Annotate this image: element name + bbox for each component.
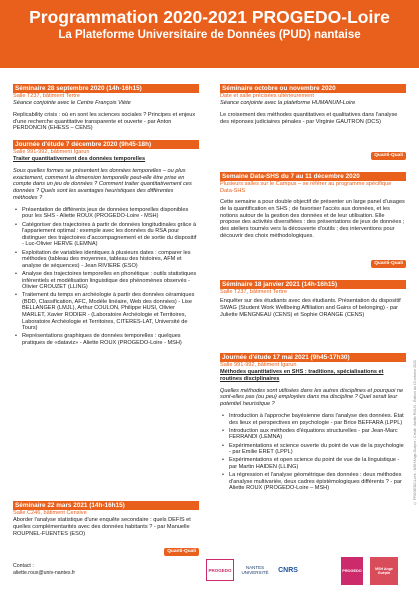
card-location: Salle 991-992, bâtiment Igarun — [220, 362, 297, 368]
seminar-card-jan — [220, 280, 406, 342]
list-item: • Introduction aux méthodes d'équations structurelles - par Jean-Marc FERRANDI (LEMNA) — [220, 428, 406, 441]
list-item: • La régression et l'analyse géométrique des données : deux méthodes d'analyse multivariée, deux cadres épistémologiques différents ? - par Aliette ROUX (PROGEDO-Loire – MSH) — [220, 472, 406, 492]
vertical-credit: © PROGEDO-Loire - MSH Ange-Guépin - Crédit : Aliette ROUX - Édition du 15 octobre 2020 — [413, 360, 417, 506]
contact-block — [13, 563, 75, 576]
data-shs-week-card — [220, 172, 406, 272]
study-day-card-may — [220, 353, 406, 551]
card-subtitle: Séance conjointe avec le Centre François Viète — [13, 100, 131, 106]
card-location: Salle T237, bâtiment Tertre — [220, 289, 287, 295]
quanti-quali-badge: Quanti-Quali — [371, 260, 406, 268]
card-location: Salle T237, bâtiment Tertre — [13, 93, 80, 99]
quanti-quali-badge: Quanti-Quali — [164, 548, 199, 556]
page-title: Programmation 2020-2021 PROGEDO-Loire — [29, 7, 390, 27]
contact-label: Contact : — [13, 563, 34, 569]
card-banner: Journée d'étude 17 mai 2021 (9h45-17h30) — [220, 353, 406, 362]
list-item: • Catégoriser des trajectoires à partir de données longitudinales grâce à l'appariement optimal : exemple avec les données du RSA pour distinguer des trajectoires d'accompagnement et de sortie du dispositif - Luc-Olivier HERVE (LEMNA) — [13, 222, 199, 248]
card-intro: Quelles méthodes sont utilisées dans les autres disciplines et pourquoi ne sont-elles pas (ou peu) employées dans ma discipline ? Quel serait leur potentiel heuristique ? — [220, 387, 404, 408]
university-logo: NANTES UNIVERSITÉ — [241, 565, 269, 575]
card-banner: Séminaire 22 mars 2021 (14h-16h15) — [13, 501, 199, 510]
list-item: • Représentations graphiques de données temporelles : quelques pratiques de «dataviz» - Aliette ROUX (PROGEDO-Loire - MSH) — [13, 333, 199, 346]
header — [0, 0, 419, 68]
list-item: • Expérimentations et science ouverte du point de vue de la psychologie - par Emilie ERET (LPPL) — [220, 443, 406, 456]
seminar-card-sept — [13, 84, 199, 132]
card-subtitle: Méthodes quantitatives en SHS : traditions, spécialisations et routines disciplinaires — [220, 369, 384, 382]
progedo-logo: PROGEDO — [206, 559, 234, 581]
card-location: Date et salle précisées ultérieurement — [220, 93, 314, 99]
list-item: • Traitement du temps en archéologie à partir des données céramiques (BDD, Classification, AFC, Modèle linéaire, Web des données) - Lise BELLANGER (LMJL), Arthur COULON, Philippe HUSI, Olivier MARLET, Xavier RODIER - (Laboratoire Archéologie et Territoires, Laboratoire Archéologie et Territoires, CITERES-LAT, Université de Tours) — [13, 292, 199, 332]
card-text: Aborder l'analyse statistique d'une enquête secondaire : quels DEFIS et quelles complémentarités avec des données habitants ? - par Manuelle ROUPNEL-FUENTES (ESO) — [13, 517, 191, 537]
card-location: Salle C246, bâtiment Censive — [13, 510, 87, 516]
card-banner: Séminaire octobre ou novembre 2020 — [220, 84, 406, 93]
msh-logo: MSH Ange Guépin — [370, 557, 398, 585]
quanti-quali-badge: Quanti-Quali — [371, 152, 406, 160]
card-intro: Sous quelles formes se présentent les données temporelles – ou plus exactement, comment la dimension temporelle peut-elle être prise en compte dans un jeu de données ? Comment traiter quantitativement ces données ? Quels sont les avantages heuristiques des différentes méthodes ? — [13, 167, 192, 201]
card-subtitle: Séance conjointe avec la plateforme HUMANUM-Loire — [220, 100, 356, 106]
card-location: Salle 991-992, bâtiment Igarun — [13, 149, 90, 155]
card-banner: Journée d'étude 7 décembre 2020 (9h45-18h) — [13, 140, 199, 149]
list-item: • Introduction à l'approche bayésienne dans l'analyse des données. État des lieux et perspectives en psychologie - par Brice BEFFARA (LPPL) — [220, 413, 406, 426]
page-subtitle: La Plateforme Universitaire de Données (PUD) nantaise — [58, 29, 361, 41]
card-subtitle: Traiter quantitativement des données temporelles — [13, 156, 146, 162]
cnrs-logo: CNRS — [278, 566, 298, 574]
talk-list — [13, 207, 199, 347]
progedo-logo-2: PROGEDO — [341, 557, 363, 585]
card-banner: Semaine Data-SHS du 7 au 11 décembre 2020 — [220, 172, 406, 181]
card-text: Cette semaine a pour double objectif de présenter un large panel d'usages de la quantification en SHS ; de favoriser l'accès aux données, et les notions autour de la gestion des données et de leur utilisation. Elle propose des activités diversifiées : des présentations de jeux de données ; des ateliers tournés vers la découverte d'outils ; des interventions pour découvrir des choix méthodologiques. — [220, 199, 405, 239]
footer — [0, 557, 419, 594]
list-item: • Expérimentations et open science du point de vue de la linguistique - par Martin HAIDEN (LLING) — [220, 457, 406, 470]
list-item: • Exploitation de variables identiques à plusieurs dates : comparer les méthodes (tableau des moyennes, tableau des histoires, AFM et analyse de séquences) - Jean RIVIERE (ESO) — [13, 250, 199, 270]
card-text: Le croisement des méthodes quantitatives et qualitatives dans l'analyse des réponses judiciaires pénales - par Virginie GAUTRON (DCS) — [220, 111, 398, 125]
card-text: Enquêter sur des étudiants avec des étudiants. Présentation du dispositif SWAG (Student Work Wellbeing Affiliation and Gains of belonging) - par Juliette MENGNEAU (CENS) et Sophie ORANGE (CENS) — [220, 298, 401, 318]
list-item: • Analyse des trajectoires temporelles en phonétique : outils statistiques inférentiels et modélisation linguistique des phénomènes observés - Olivier CROUZET (LLING) — [13, 271, 199, 291]
seminar-card-oct — [220, 84, 406, 164]
card-location: Plusieurs salles sur le Campus – se référer au programme spécifique Data-SHS — [220, 181, 392, 194]
contact-email[interactable]: aliette.roux@univ-nantes.fr — [13, 569, 76, 576]
card-banner: Séminaire 28 septembre 2020 (14h-16h15) — [13, 84, 199, 93]
seminar-card-mar — [13, 501, 199, 557]
talk-list — [220, 413, 406, 492]
list-item: • Présentation de différents jeux de données temporelles disponibles pour les SHS - Aliette ROUX (PROGEDO-Loire - MSH) — [13, 207, 199, 220]
card-banner: Séminaire 18 janvier 2021 (14h-16h15) — [220, 280, 406, 289]
card-text: Replicability crisis : où en sont les sciences sociales ? Principes et enjeux d'une recherche quantitative transparente et ouverte - par Anton PERDONCIN (EHESS – CENS) — [13, 111, 196, 132]
study-day-card-dec — [13, 140, 199, 402]
